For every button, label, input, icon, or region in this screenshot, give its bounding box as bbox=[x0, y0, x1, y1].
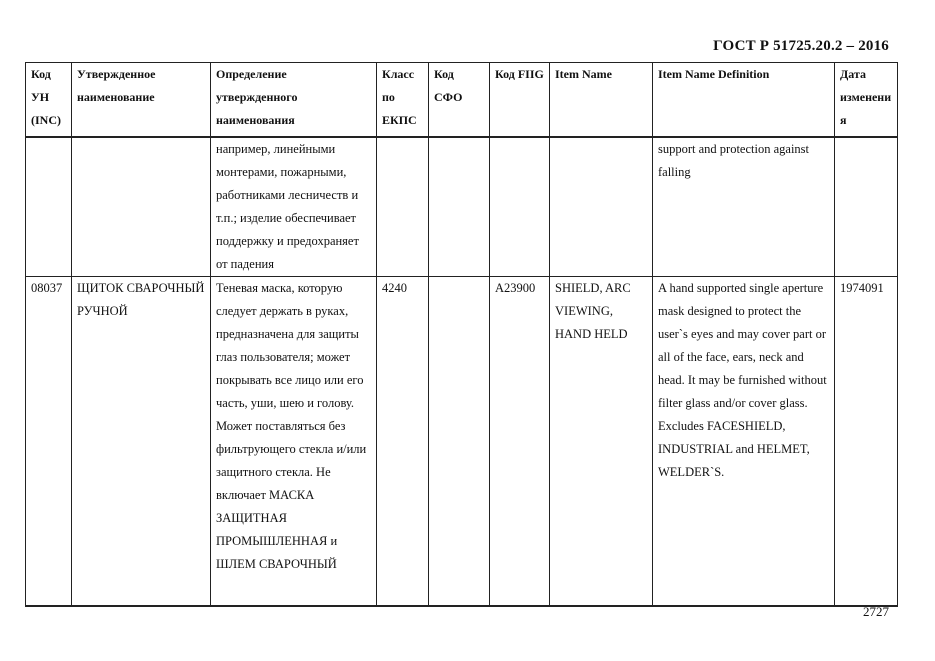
cell-fiig-code bbox=[490, 137, 550, 277]
cell-date-changed bbox=[835, 137, 898, 277]
cell-fiig-code: A23900 bbox=[490, 277, 550, 607]
column-header-approved-name: Утвержденное наименование bbox=[72, 63, 211, 138]
table-header-row bbox=[26, 63, 898, 138]
cell-item-name bbox=[550, 137, 653, 277]
cell-approved-name bbox=[72, 137, 211, 277]
cell-definition: например, линейными монтерами, пожарными, работниками лесничеств и т.п.; изделие обеспечивает поддержку и предохраняет от падения bbox=[211, 137, 377, 277]
table-row bbox=[26, 137, 898, 277]
specification-table bbox=[25, 62, 898, 607]
cell-date-changed: 1974091 bbox=[835, 277, 898, 607]
page-number: 2727 bbox=[863, 604, 889, 619]
cell-definition: Теневая маска, которую следует держать в руках, предназначена для защиты глаз пользователя; может покрывать все лицо или его часть, уши, шею и голову. Может поставляться без фильтрующего стекла и/или защитного стекла. Не включает МАСКА ЗАЩИТНАЯ ПРОМЫШЛЕННАЯ и ШЛЕМ СВАРОЧНЫЙ bbox=[211, 277, 377, 607]
cell-approved-name: ЩИТОК СВАРОЧНЫЙ РУЧНОЙ bbox=[72, 277, 211, 607]
cell-item-name: SHIELD, ARC VIEWING, HAND HELD bbox=[550, 277, 653, 607]
cell-sfo-code bbox=[429, 137, 490, 277]
cell-inc: 08037 bbox=[26, 277, 72, 607]
cell-item-name-definition: support and protection against falling bbox=[653, 137, 835, 277]
column-header-inc: Код УН (INC) bbox=[26, 63, 72, 138]
table-row bbox=[26, 277, 898, 607]
column-header-item-name-definition: Item Name Definition bbox=[653, 63, 835, 138]
column-header-sfo-code: Код СФО bbox=[429, 63, 490, 138]
cell-ekps-class bbox=[377, 137, 429, 277]
cell-inc bbox=[26, 137, 72, 277]
column-header-definition: Определение утвержденного наименования bbox=[211, 63, 377, 138]
column-header-ekps-class: Класс по ЕКПС bbox=[377, 63, 429, 138]
cell-item-name-definition: A hand supported single aperture mask designed to protect the user`s eyes and may cover part or all of the face, ears, neck and head. It may be furnished without filter glass and/or cover glass. Excludes FACESHIELD, INDUSTRIAL and HELMET, WELDER`S. bbox=[653, 277, 835, 607]
column-header-item-name: Item Name bbox=[550, 63, 653, 138]
cell-ekps-class: 4240 bbox=[377, 277, 429, 607]
cell-sfo-code bbox=[429, 277, 490, 607]
column-header-fiig-code: Код FIIG bbox=[490, 63, 550, 138]
column-header-date-changed: Дата изменения bbox=[835, 63, 898, 138]
document-title: ГОСТ Р 51725.20.2 – 2016 bbox=[713, 38, 889, 54]
